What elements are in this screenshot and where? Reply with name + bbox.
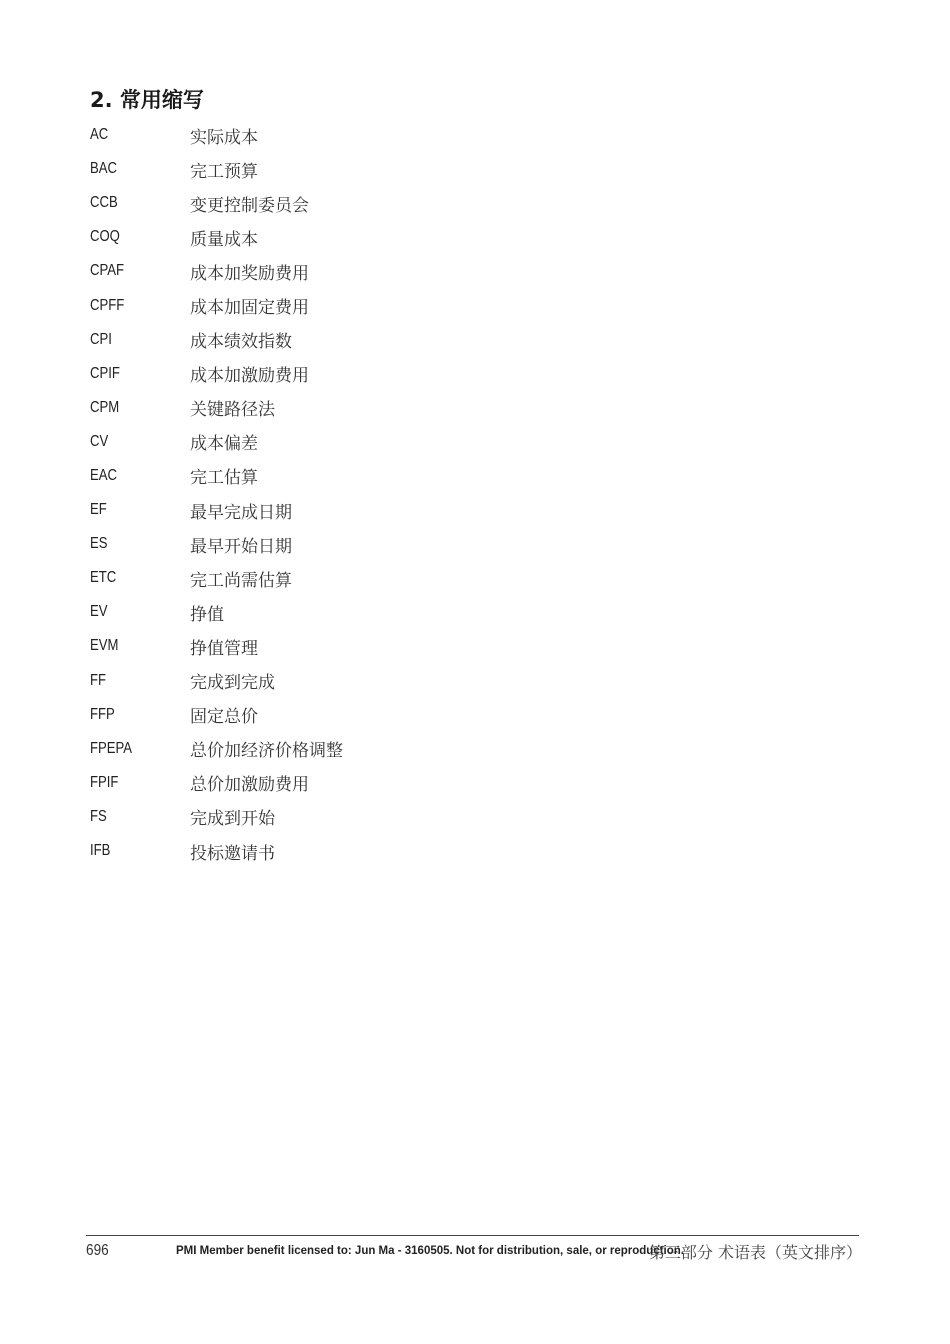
abbreviation-code: EF bbox=[90, 501, 107, 519]
abbreviation-code: BAC bbox=[90, 160, 117, 178]
abbreviation-term: 总价加经济价格调整 bbox=[190, 741, 343, 762]
list-item bbox=[90, 527, 590, 561]
abbreviation-code: FPIF bbox=[90, 773, 119, 791]
list-item bbox=[90, 493, 590, 527]
list-item bbox=[90, 800, 590, 834]
section-heading: 2. 常用缩写 bbox=[90, 88, 204, 112]
list-item bbox=[90, 732, 590, 766]
abbreviation-code: CPIF bbox=[90, 364, 120, 382]
abbreviation-term: 完成到开始 bbox=[190, 809, 275, 830]
abbreviation-code: AC bbox=[90, 126, 109, 144]
abbreviation-code: FPEPA bbox=[90, 739, 133, 757]
abbreviation-code: FFP bbox=[90, 705, 115, 723]
abbreviation-term: 成本偏差 bbox=[190, 434, 258, 455]
abbreviation-term: 挣值管理 bbox=[190, 638, 258, 659]
list-item bbox=[90, 425, 590, 459]
abbreviation-code: COQ bbox=[90, 228, 120, 246]
abbreviation-term: 成本加固定费用 bbox=[190, 298, 309, 319]
abbreviation-term: 完工预算 bbox=[190, 161, 258, 182]
license-notice: PMI Member benefit licensed to: Jun Ma - 3160505. Not for distribution, sale, or reproduction. bbox=[176, 1245, 684, 1257]
abbreviation-term: 投标邀请书 bbox=[190, 843, 275, 864]
list-item bbox=[90, 561, 590, 595]
abbreviation-code: FS bbox=[90, 807, 107, 825]
abbreviation-term: 挣值 bbox=[190, 604, 224, 625]
abbreviation-term: 最早开始日期 bbox=[190, 536, 292, 557]
abbreviation-code: CPM bbox=[90, 398, 120, 416]
abbreviation-term: 总价加激励费用 bbox=[190, 775, 309, 796]
list-item bbox=[90, 595, 590, 629]
list-item bbox=[90, 357, 590, 391]
list-item bbox=[90, 391, 590, 425]
section-title: 第三部分 术语表（英文排序） bbox=[648, 1243, 862, 1262]
list-item bbox=[90, 152, 590, 186]
abbreviation-code: CPAF bbox=[90, 262, 125, 280]
abbreviation-code: CPI bbox=[90, 330, 112, 348]
abbreviation-code: ES bbox=[90, 535, 108, 553]
abbreviation-term: 实际成本 bbox=[190, 127, 258, 148]
page-number: 696 bbox=[86, 1242, 109, 1259]
footer-divider bbox=[86, 1235, 859, 1236]
list-item bbox=[90, 220, 590, 254]
abbreviation-term: 完成到完成 bbox=[190, 673, 275, 694]
abbreviation-code: EAC bbox=[90, 466, 117, 484]
list-item bbox=[90, 834, 590, 868]
abbreviation-code: EV bbox=[90, 603, 108, 621]
list-item bbox=[90, 118, 590, 152]
list-item bbox=[90, 698, 590, 732]
abbreviation-term: 成本加奖励费用 bbox=[190, 263, 309, 284]
abbreviation-list bbox=[90, 118, 590, 868]
abbreviation-code: EVM bbox=[90, 637, 119, 655]
abbreviation-term: 固定总价 bbox=[190, 707, 258, 728]
list-item bbox=[90, 323, 590, 357]
abbreviation-term: 最早完成日期 bbox=[190, 502, 292, 523]
abbreviation-code: FF bbox=[90, 671, 107, 689]
list-item bbox=[90, 766, 590, 800]
list-item bbox=[90, 254, 590, 288]
abbreviation-code: CV bbox=[90, 432, 109, 450]
list-item bbox=[90, 186, 590, 220]
abbreviation-term: 完工估算 bbox=[190, 468, 258, 489]
abbreviation-term: 成本加激励费用 bbox=[190, 366, 309, 387]
abbreviation-code: CCB bbox=[90, 194, 118, 212]
abbreviation-code: CPFF bbox=[90, 296, 125, 314]
abbreviation-term: 关键路径法 bbox=[190, 400, 275, 421]
abbreviation-term: 质量成本 bbox=[190, 229, 258, 250]
abbreviation-term: 完工尚需估算 bbox=[190, 570, 292, 591]
abbreviation-term: 变更控制委员会 bbox=[190, 195, 309, 216]
list-item bbox=[90, 288, 590, 322]
abbreviation-code: ETC bbox=[90, 569, 117, 587]
list-item bbox=[90, 459, 590, 493]
list-item bbox=[90, 629, 590, 663]
abbreviation-code: IFB bbox=[90, 842, 111, 860]
list-item bbox=[90, 664, 590, 698]
abbreviation-term: 成本绩效指数 bbox=[190, 332, 292, 353]
